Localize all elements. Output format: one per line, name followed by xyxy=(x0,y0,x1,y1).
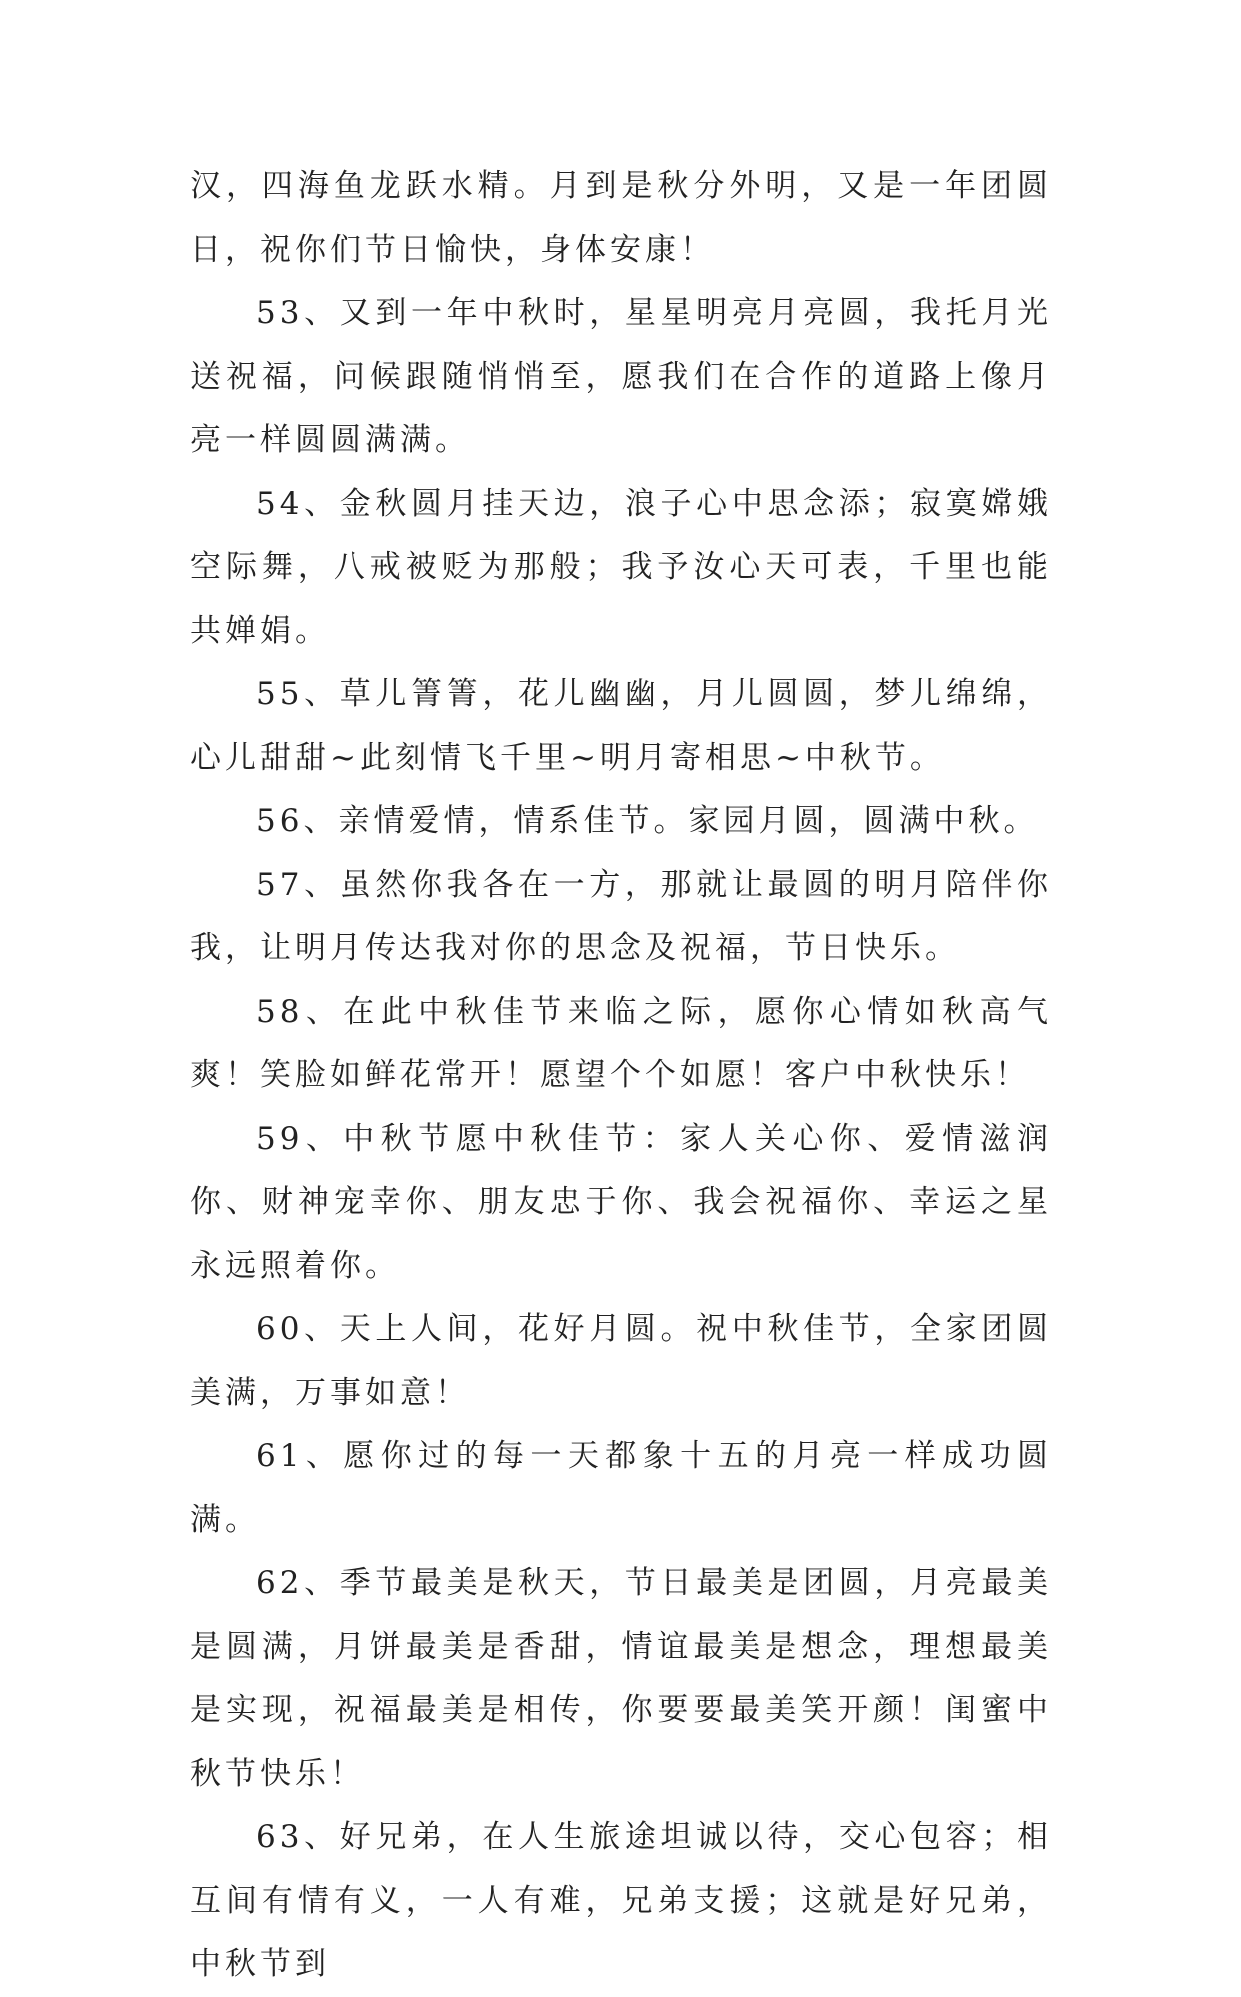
paragraph-59: 59、中秋节愿中秋佳节：家人关心你、爱情滋润你、财神宠幸你、朋友忠于你、我会祝福你、幸运之星永远照着你。 xyxy=(190,1120,1052,1284)
paragraph-57: 57、虽然你我各在一方，那就让最圆的明月陪伴你我，让明月传达我对你的思念及祝福，节日快乐。 xyxy=(190,866,1052,966)
paragraph-54: 54、金秋圆月挂天边，浪子心中思念添；寂寞嫦娥空际舞，八戒被贬为那般；我予汝心天可表，千里也能共婵娟。 xyxy=(190,485,1052,649)
paragraph-62: 62、季节最美是秋天，节日最美是团圆，月亮最美是圆满，月饼最美是香甜，情谊最美是想念，理想最美是实现，祝福最美是相传，你要要最美笑开颜！闺蜜中秋节快乐！ xyxy=(190,1565,1052,1792)
paragraph-56: 56、亲情爱情，情系佳节。家园月圆，圆满中秋。 xyxy=(256,803,1039,839)
paragraph: 汉，四海鱼龙跃水精。月到是秋分外明，又是一年团圆日，祝你们节日愉快，身体安康！ xyxy=(190,168,1052,268)
document-body xyxy=(190,155,1052,1997)
paragraph-58: 58、在此中秋佳节来临之际，愿你心情如秋高气爽！笑脸如鲜花常开！愿望个个如愿！客户中秋快乐！ xyxy=(190,993,1052,1093)
paragraph-53: 53、又到一年中秋时，星星明亮月亮圆，我托月光送祝福，问候跟随悄悄至，愿我们在合作的道路上像月亮一样圆圆满满。 xyxy=(190,295,1052,458)
paragraph-60: 60、天上人间，花好月圆。祝中秋佳节，全家团圆美满，万事如意！ xyxy=(190,1311,1052,1411)
paragraph-61: 61、愿你过的每一天都象十五的月亮一样成功圆满。 xyxy=(190,1438,1052,1538)
paragraph-55: 55、草儿箐箐，花儿幽幽，月儿圆圆，梦儿绵绵，心儿甜甜~此刻情飞千里~明月寄相思~中秋节。 xyxy=(190,676,1052,776)
paragraph-63: 63、好兄弟，在人生旅途坦诚以待，交心包容；相互间有情有义，一人有难，兄弟支援；这就是好兄弟，中秋节到 xyxy=(190,1819,1052,1982)
